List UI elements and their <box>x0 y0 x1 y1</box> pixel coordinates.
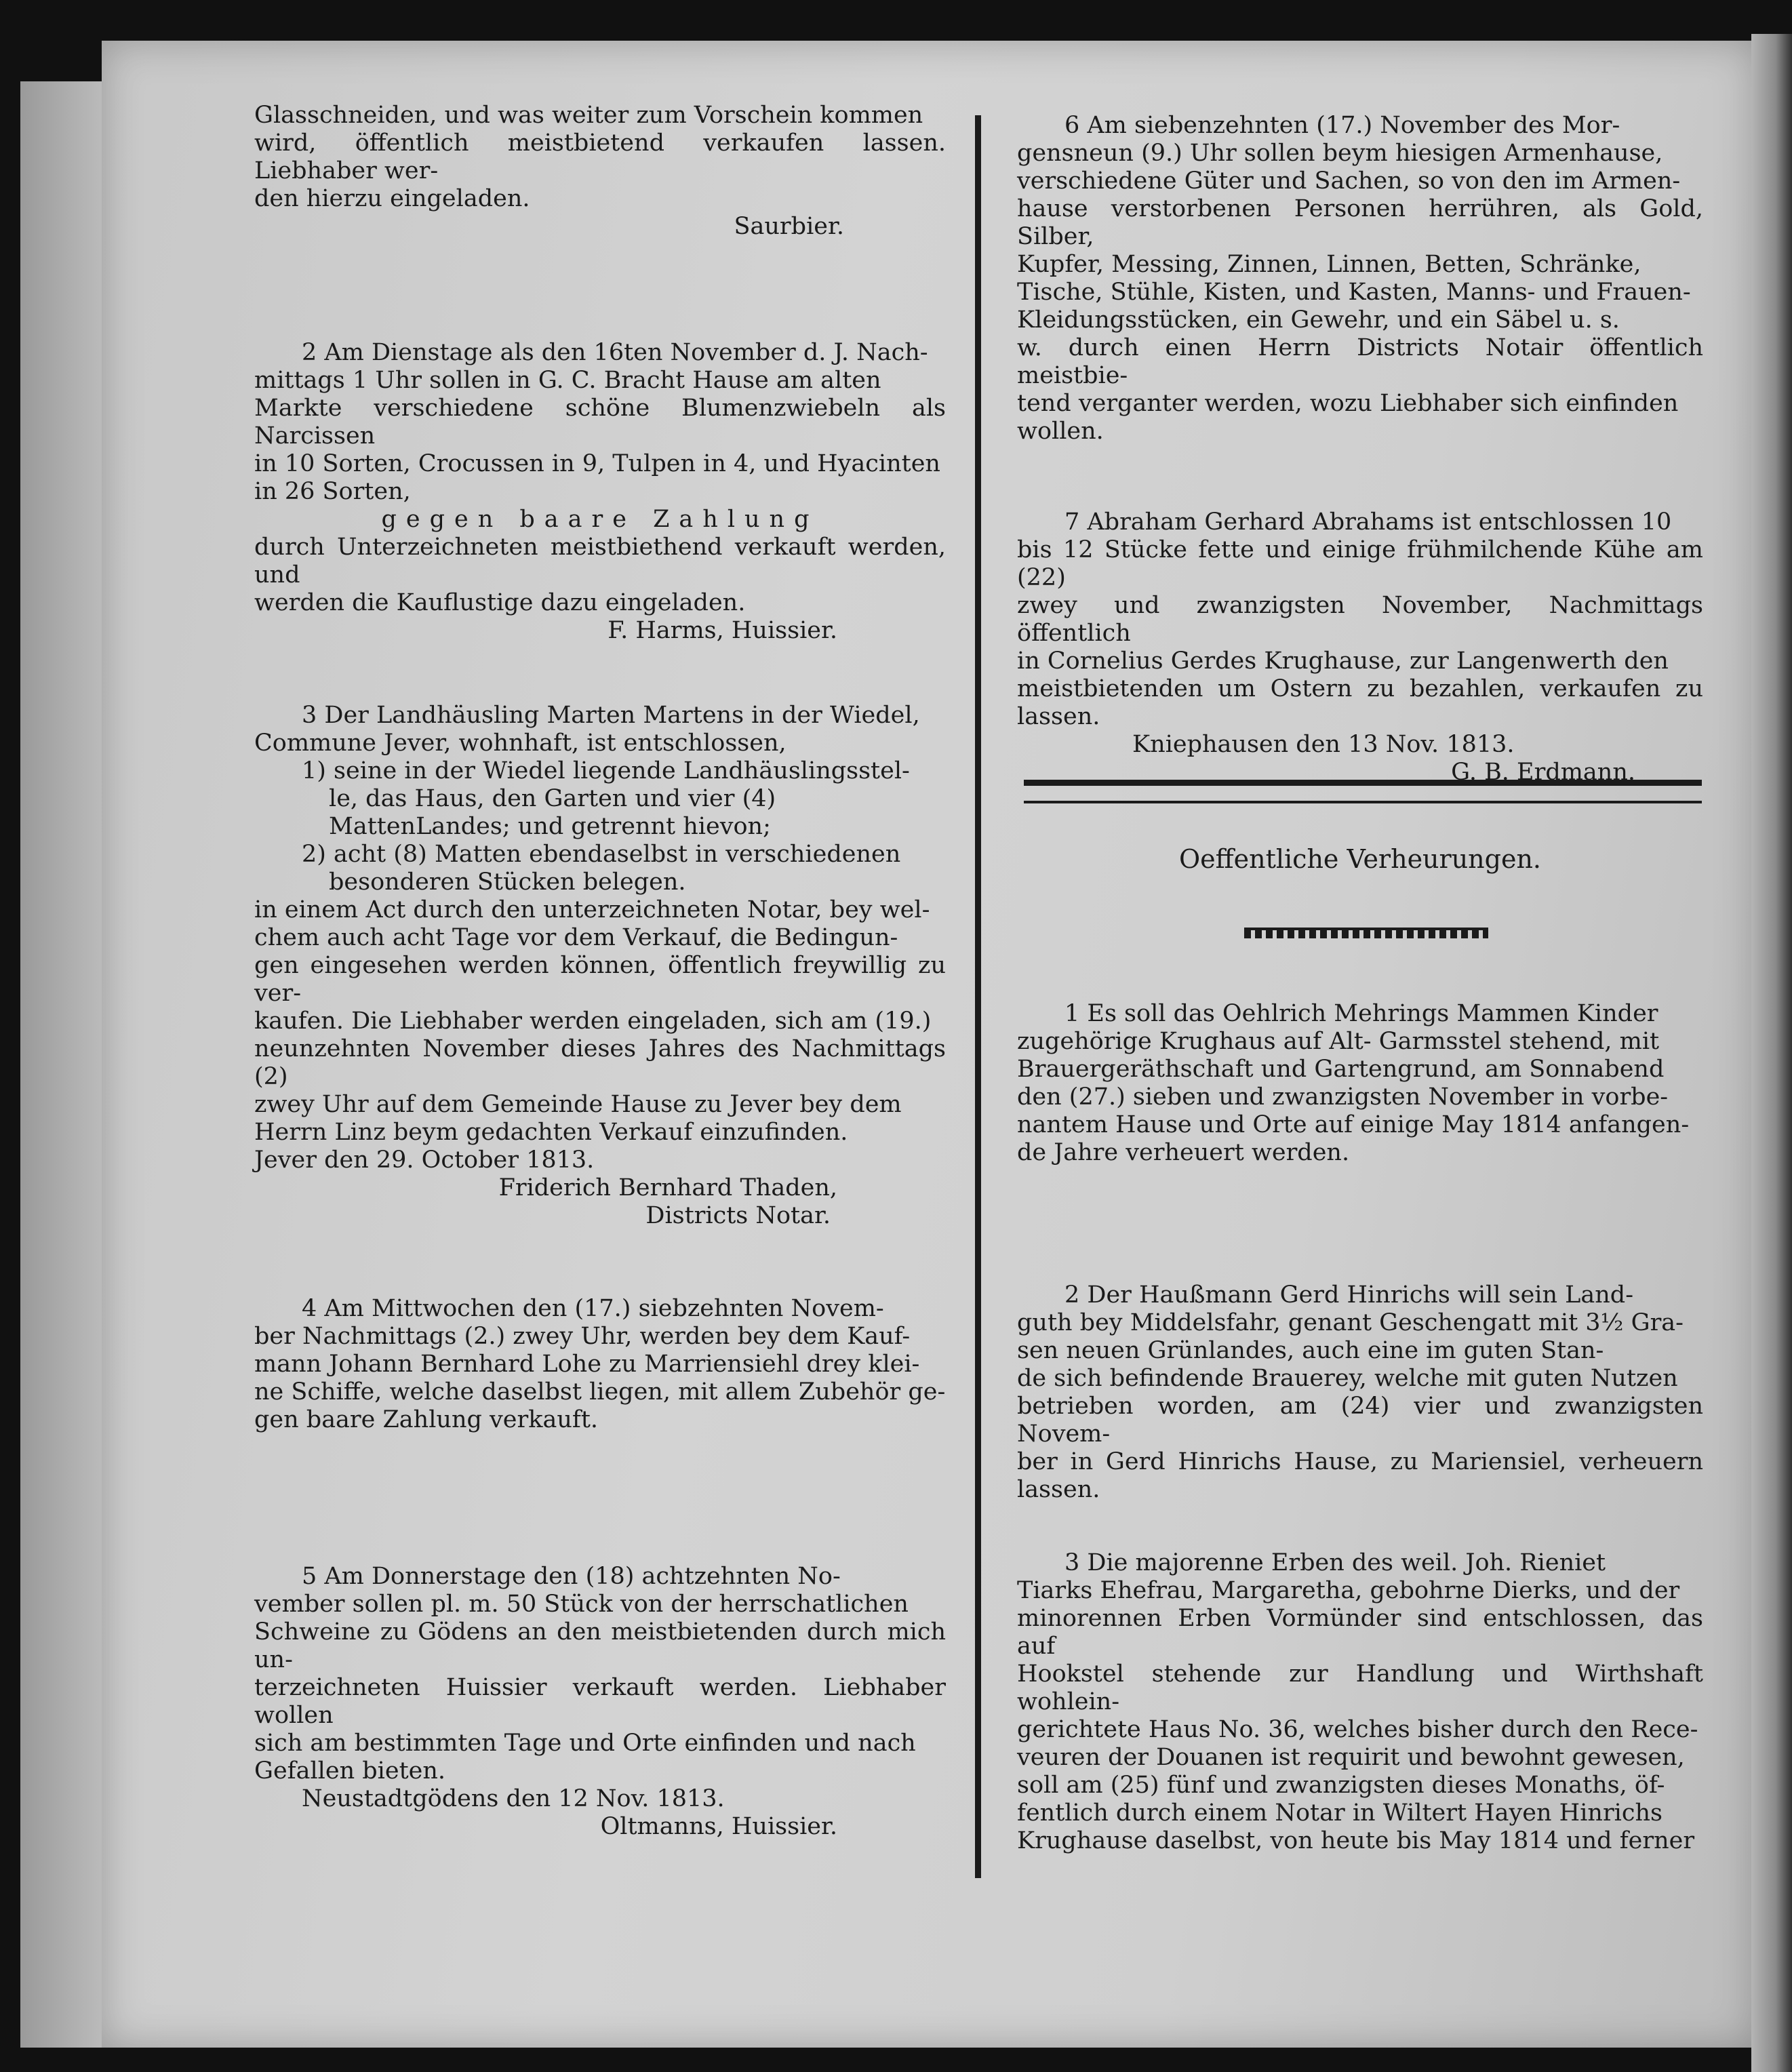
signature: Friderich Bernhard Thaden, <box>498 1174 837 1201</box>
text-line: durch Unterzeichneten meistbiethend verkauft werden, und <box>254 534 946 589</box>
section-heading: Oeffentliche Verheurungen. <box>1178 844 1542 874</box>
heading-ornament <box>1244 928 1488 938</box>
text-line: Glasschneiden, und was weiter zum Vorschein kommen <box>254 102 923 129</box>
text-line: soll am (25) fünf und zwanzigsten dieses Monaths, öf- <box>1017 1772 1665 1799</box>
text-line: Jever den 29. October 1813. <box>254 1147 595 1174</box>
signature-title: Districts Notar. <box>645 1202 831 1229</box>
text-line: terzeichneten Huissier verkauft werden. Liebhaber wollen <box>254 1674 946 1729</box>
text-line: ber in Gerd Hinrichs Hause, zu Mariensiel, verheuern lassen. <box>1017 1448 1703 1503</box>
text-line: Gefallen bieten. <box>254 1757 446 1785</box>
text-line: ne Schiffe, welche daselbst liegen, mit allem Zubehör ge- <box>254 1378 946 1406</box>
text-line: verschiedene Güter und Sachen, so von den im Armen- <box>1017 167 1681 195</box>
text-line: kaufen. Die Liebhaber werden eingeladen, sich am (19.) <box>254 1008 932 1035</box>
text-line: zwey und zwanzigsten November, Nachmittags öffentlich <box>1017 592 1703 647</box>
list-item-2 <box>254 841 946 896</box>
signature: F. Harms, Huissier. <box>608 617 837 644</box>
lease-notice-3 <box>1017 1549 1703 1855</box>
text-line: wird, öffentlich meistbietend verkaufen lassen. Liebhaber wer- <box>254 130 946 184</box>
text-line: MattenLandes; und getrennt hievon; <box>329 813 771 840</box>
text-line: 5 Am Donnerstage den (18) achtzehnten No- <box>302 1563 841 1590</box>
text-line: hause verstorbenen Personen herrühren, als Gold, Silber, <box>1017 195 1703 250</box>
text-line: gerichtete Haus No. 36, welches bisher durch den Rece- <box>1017 1716 1698 1743</box>
text-line: werden die Kauflustige dazu eingeladen. <box>254 589 746 616</box>
text-line: 2) acht (8) Matten ebendaselbst in verschiedenen <box>302 841 901 868</box>
text-line: in einem Act durch den unterzeichneten Notar, bey wel- <box>254 896 930 923</box>
text-line: besonderen Stücken belegen. <box>329 869 686 896</box>
column-divider <box>975 115 981 1878</box>
text-line: den (27.) sieben und zwanzigsten November in vorbe- <box>1017 1083 1669 1111</box>
page-edge-right <box>1751 34 1792 2072</box>
text-line: 3 Die majorenne Erben des weil. Joh. Rieniet <box>1064 1549 1606 1576</box>
text-line: Kleidungsstücken, ein Gewehr, und ein Säbel u. s. <box>1017 306 1620 334</box>
text-line: Kniephausen den 13 Nov. 1813. <box>1132 731 1515 758</box>
signature: G. B. Erdmann. <box>1451 759 1635 786</box>
text-line: vember sollen pl. m. 50 Stück von der herrschatlichen <box>254 1591 909 1618</box>
text-line: 4 Am Mittwochen den (17.) siebzehnten Novem- <box>302 1295 884 1322</box>
text-line: 6 Am siebenzehnten (17.) November des Mor- <box>1064 112 1620 139</box>
notice-2 <box>254 339 946 645</box>
lease-notice-1 <box>1017 1000 1703 1167</box>
text-line: sen neuen Grünlandes, auch eine im guten Stan- <box>1017 1337 1604 1364</box>
text-line: 3 Der Landhäusling Marten Martens in der Wiedel, <box>302 702 920 729</box>
text-line: Hookstel stehende zur Handlung und Wirthshaft wohlein- <box>1017 1660 1703 1715</box>
signature: Oltmanns, Huissier. <box>600 1813 837 1840</box>
text-line: mittags 1 Uhr sollen in G. C. Bracht Hause am alten <box>254 367 881 394</box>
text-line: zugehörige Krughaus auf Alt- Garmsstel stehend, mit <box>1017 1028 1660 1055</box>
text-line: de Jahre verheuert werden. <box>1017 1139 1350 1166</box>
list-item-1 <box>254 757 946 841</box>
text-line: ber Nachmittags (2.) zwey Uhr, werden bey dem Kauf- <box>254 1323 911 1350</box>
text-line: nantem Hause und Orte auf einige May 1814 anfangen- <box>1017 1111 1690 1138</box>
text-line: gensneun (9.) Uhr sollen beym hiesigen Armenhause, <box>1017 140 1663 167</box>
spaced-line: gegen baare Zahlung <box>381 506 819 533</box>
text-line: Kupfer, Messing, Zinnen, Linnen, Betten, Schränke, <box>1017 251 1641 278</box>
text-line: betrieben worden, am (24) vier und zwanzigsten Novem- <box>1017 1393 1703 1448</box>
text-line: sich am bestimmten Tage und Orte einfinden und nach <box>254 1730 916 1757</box>
signature: Saurbier. <box>734 213 844 240</box>
text-line: Tische, Stühle, Kisten, und Kasten, Manns- und Frauen- <box>1017 279 1691 306</box>
text-line: in 26 Sorten, <box>254 478 411 505</box>
text-line: w. durch einen Herrn Districts Notair öffentlich meistbie- <box>1017 334 1703 389</box>
text-line: in 10 Sorten, Crocussen in 9, Tulpen in 4, und Hyacinten <box>254 450 940 477</box>
notice-3 <box>254 702 946 1230</box>
text-line: bis 12 Stücke fette und einige frühmilchende Kühe am (22) <box>1017 536 1703 591</box>
notice-5 <box>254 1563 946 1841</box>
text-line: 2 Am Dienstage als den 16ten November d. J. Nach- <box>302 339 928 366</box>
text-line: zwey Uhr auf dem Gemeinde Hause zu Jever bey dem <box>254 1091 902 1118</box>
text-line: Krughause daselbst, von heute bis May 1814 und ferner <box>1017 1827 1695 1854</box>
section-rule <box>1024 780 1702 803</box>
text-line: 2 Der Haußmann Gerd Hinrichs will sein Land- <box>1064 1281 1634 1309</box>
text-line: guth bey Middelsfahr, genant Geschengatt mit 3½ Gra- <box>1017 1309 1684 1336</box>
text-line: Brauergeräthschaft und Gartengrund, am Sonnabend <box>1017 1056 1665 1083</box>
text-line: Herrn Linz beym gedachten Verkauf einzufinden. <box>254 1119 848 1146</box>
lease-notice-2 <box>1017 1281 1703 1504</box>
text-line: mann Johann Bernhard Lohe zu Marriensiehl drey klei- <box>254 1351 920 1378</box>
text-line: minorennen Erben Vormünder sind entschlossen, das auf <box>1017 1605 1703 1660</box>
text-line: le, das Haus, den Garten und vier (4) <box>329 785 776 812</box>
text-line: 7 Abraham Gerhard Abrahams ist entschlossen 10 <box>1064 509 1672 536</box>
text-line: tend verganter werden, wozu Liebhaber sich einfinden <box>1017 390 1679 417</box>
text-line: neunzehnten November dieses Jahres des Nachmittags (2) <box>254 1035 946 1090</box>
notice-7 <box>1017 509 1703 786</box>
text-line: 1) seine in der Wiedel liegende Landhäuslingsstel- <box>302 757 910 784</box>
text-line: 1 Es soll das Oehlrich Mehrings Mammen Kinder <box>1064 1000 1658 1027</box>
text-line: den hierzu eingeladen. <box>254 185 530 212</box>
text-line: Schweine zu Gödens an den meistbietenden durch mich un- <box>254 1618 946 1673</box>
text-line: gen eingesehen werden können, öffentlich freywillig zu ver- <box>254 952 946 1007</box>
text-line: Neustadtgödens den 12 Nov. 1813. <box>302 1785 725 1812</box>
text-line: Tiarks Ehefrau, Margaretha, gebohrne Dierks, und der <box>1017 1577 1680 1604</box>
notice-6 <box>1017 112 1703 445</box>
text-line: meistbietenden um Ostern zu bezahlen, verkaufen zu lassen. <box>1017 675 1703 730</box>
notice-continuation <box>254 102 946 241</box>
text-line: Commune Jever, wohnhaft, ist entschlossen, <box>254 730 787 757</box>
page-edge-left <box>20 81 115 2048</box>
text-line: chem auch acht Tage vor dem Verkauf, die Bedingun- <box>254 924 898 951</box>
text-line: wollen. <box>1017 418 1104 445</box>
text-line: in Cornelius Gerdes Krughause, zur Langenwerth den <box>1017 648 1669 675</box>
text-line: gen baare Zahlung verkauft. <box>254 1406 599 1433</box>
text-line: veuren der Douanen ist requirit und bewohnt gewesen, <box>1017 1744 1685 1771</box>
text-line: Markte verschiedene schöne Blumenzwiebeln als Narcissen <box>254 395 946 450</box>
notice-4 <box>254 1295 946 1434</box>
text-line: de sich befindende Brauerey, welche mit guten Nutzen <box>1017 1365 1678 1392</box>
text-line: fentlich durch einem Notar in Wiltert Hayen Hinrichs <box>1017 1799 1662 1827</box>
